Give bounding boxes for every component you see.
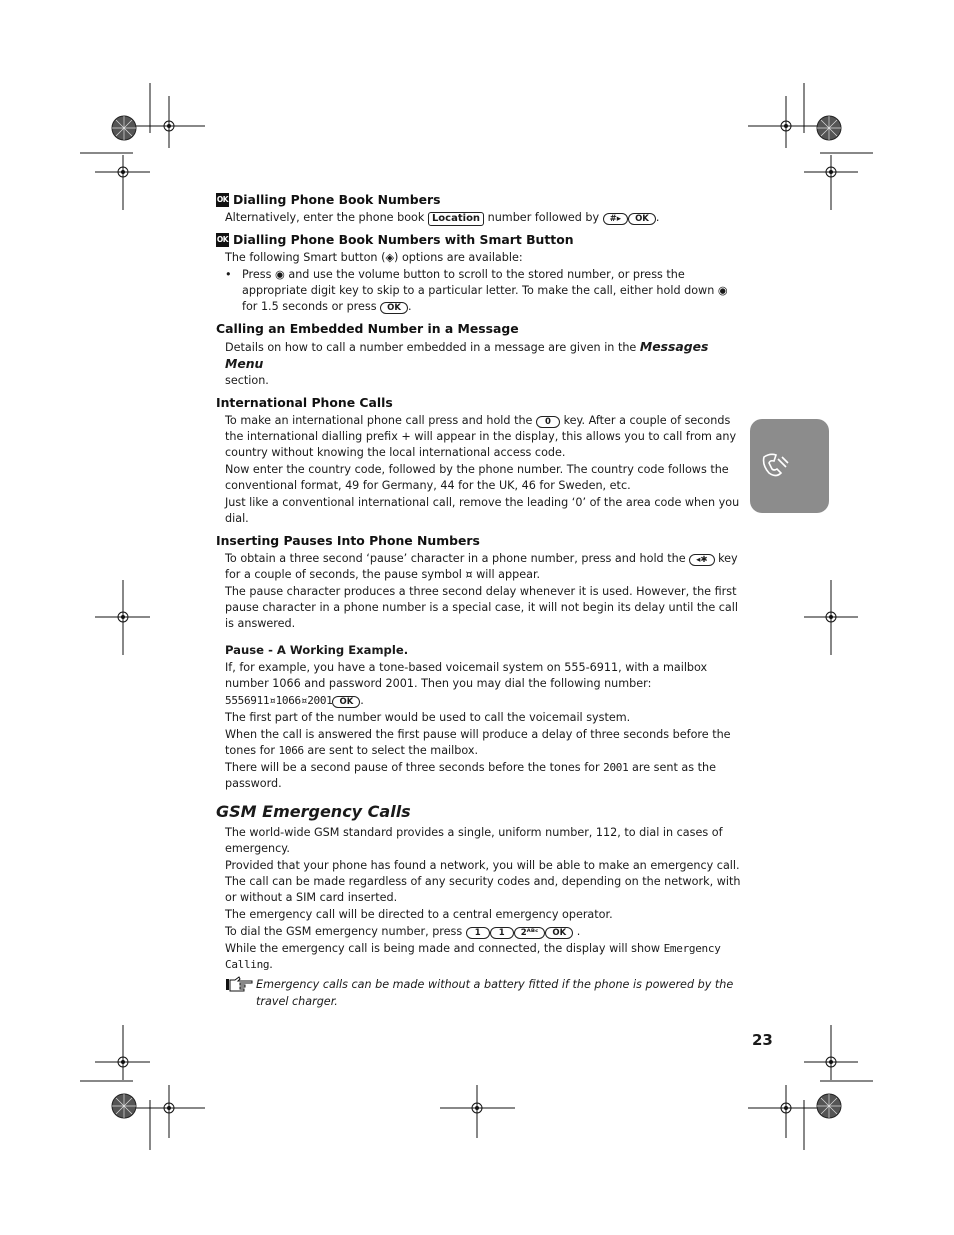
paragraph: Alternatively, enter the phone book Location number followed by #▸ OK . xyxy=(225,211,660,224)
ok-icon: OK xyxy=(216,233,229,247)
heading-inserting-pauses: Inserting Pauses Into Phone Numbers xyxy=(216,533,480,548)
paragraph: Just like a conventional international call, remove the leading ‘0’ of the area code when you dial. xyxy=(225,496,740,525)
paragraph: The following Smart button (◈) options are available: xyxy=(225,251,523,264)
ok-key: OK xyxy=(332,696,360,708)
heading-smart-button: OK Dialling Phone Book Numbers with Smart Button xyxy=(216,232,574,247)
paragraph: Provided that your phone has found a network, you will be able to make an emergency call. The call can be made regardless of any security codes and, depending on the network, with or without a SIM card inserted. xyxy=(225,859,741,904)
smart-button-icon: ◈ xyxy=(385,251,395,264)
location-key: Location xyxy=(428,212,484,226)
ok-key: OK xyxy=(628,213,656,225)
star-key: ◂✱ xyxy=(689,554,714,566)
heading-international: International Phone Calls xyxy=(216,395,393,410)
one-key: 1 xyxy=(466,927,490,939)
paragraph: The pause character produces a three second delay whenever it is used. However, the first pause character in a phone number is a special case, it will not begin its delay until the call is answered. xyxy=(225,585,739,630)
page-content xyxy=(216,192,746,1010)
paragraph: To make an international phone call press and hold the 0 key. After a couple of seconds the international dialling prefix + will appear in the display, this allows you to call from any country without knowing the local international access code. xyxy=(225,414,737,459)
note: Emergency calls can be made without a battery fitted if the phone is powered by the travel charger. xyxy=(225,976,746,1010)
paragraph: Now enter the country code, followed by the phone number. The country code follows the conventional format, 49 for Germany, 44 for the UK, 46 for Sweden, etc. xyxy=(225,463,729,492)
ok-key: OK xyxy=(380,302,408,314)
zero-key: 0 xyxy=(536,416,560,428)
one-key: 1 xyxy=(490,927,514,939)
page-number: 23 xyxy=(752,1031,773,1049)
ok-icon: OK xyxy=(216,193,229,207)
hash-key: #▸ xyxy=(603,213,628,225)
dial-string: 5556911¤1066¤2001 OK . xyxy=(225,694,364,707)
smart-button-icon: ◉ xyxy=(275,268,285,281)
paragraph: To dial the GSM emergency number, press 1 1 2ᴬᴮᶜ OK . xyxy=(225,925,581,938)
paragraph: When the call is answered the first pause will produce a delay of three seconds before the tones for 1066 are sent to select the mailbox. xyxy=(225,728,731,757)
paragraph: Details on how to call a number embedded in a message are given in the Messages Menu section. xyxy=(225,339,709,387)
heading-gsm-emergency: GSM Emergency Calls xyxy=(216,802,411,821)
chapter-side-tab xyxy=(750,419,829,513)
paragraph: The first part of the number would be used to call the voicemail system. xyxy=(225,711,631,724)
phone-call-icon xyxy=(756,451,796,481)
paragraph: The world-wide GSM standard provides a single, uniform number, 112, to dial in cases of emergency. xyxy=(225,826,723,855)
list-item: • Press ◉ and use the volume button to scroll to the stored number, or press the appropriate digit key to skip to a particular letter. To make the call, either hold down ◉ for 1.5 seconds or press OK . xyxy=(225,268,728,313)
paragraph: While the emergency call is being made and connected, the display will show Emergency Calling. xyxy=(225,942,721,971)
paragraph: There will be a second pause of three seconds before the tones for 2001 are sent as the password. xyxy=(225,761,717,790)
ok-key: OK xyxy=(545,927,573,939)
two-key: 2ᴬᴮᶜ xyxy=(514,927,546,939)
paragraph: To obtain a three second ‘pause’ character in a phone number, press and hold the ◂✱ key for a couple of seconds, the pause symbol ¤ will appear. xyxy=(225,552,738,581)
heading-dialling-phone-book: OK Dialling Phone Book Numbers xyxy=(216,192,441,207)
heading-pause-example: Pause - A Working Example. xyxy=(225,643,409,657)
heading-embedded-number: Calling an Embedded Number in a Message xyxy=(216,321,519,336)
paragraph: The emergency call will be directed to a central emergency operator. xyxy=(225,908,613,921)
smart-button-icon: ◉ xyxy=(717,284,728,297)
pointing-hand-icon xyxy=(225,976,256,1010)
paragraph: If, for example, you have a tone-based voicemail system on 555-6911, with a mailbox number 1066 and password 2001. Then you may dial the following number: xyxy=(225,661,708,690)
messages-menu-reference: Messages Menu xyxy=(225,339,709,371)
